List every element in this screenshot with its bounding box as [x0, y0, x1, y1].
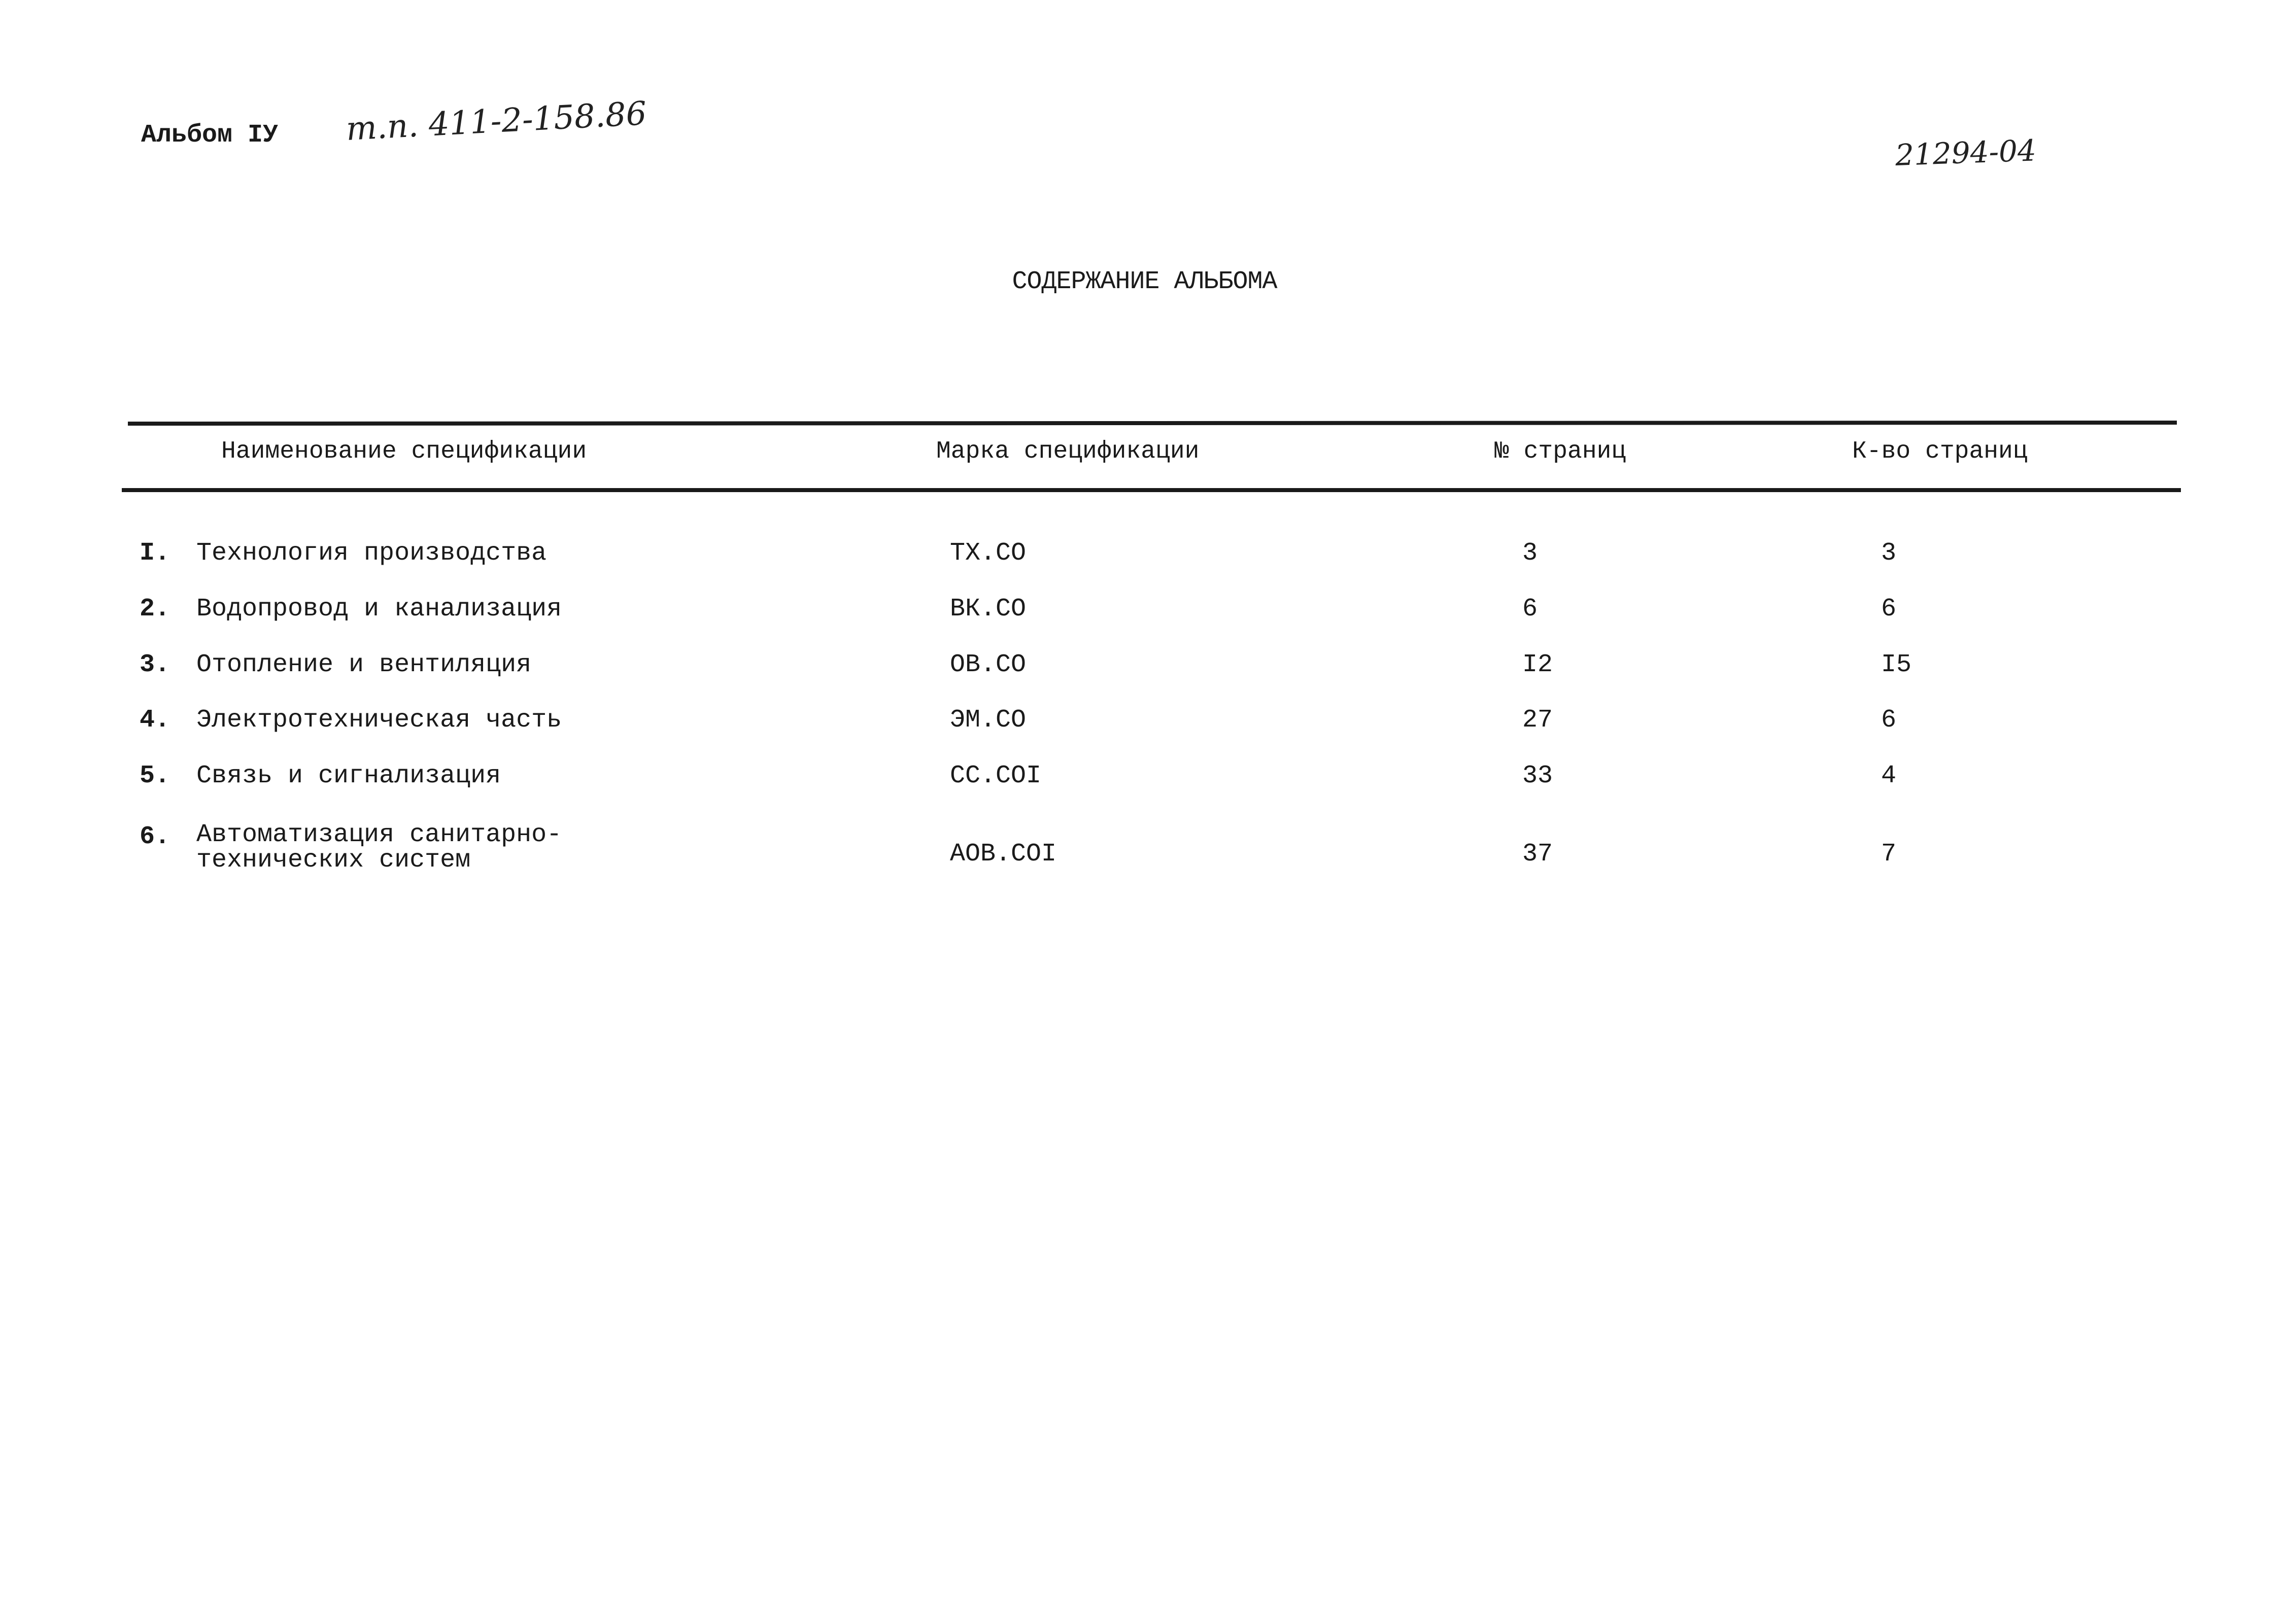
- row-mark: ТХ.СО: [950, 539, 1027, 568]
- row-name: Электротехническая часть: [196, 706, 562, 735]
- table-header-rule: [122, 488, 2181, 492]
- row-count: I5: [1881, 650, 1912, 679]
- table-row: [0, 820, 2289, 880]
- table-row: [0, 650, 2289, 691]
- row-page: 33: [1522, 762, 1553, 790]
- row-number: 6.: [140, 822, 170, 851]
- row-mark: ВК.СО: [950, 595, 1027, 624]
- row-count: 7: [1881, 840, 1897, 869]
- row-number: 3.: [140, 650, 170, 679]
- row-page: I2: [1522, 650, 1553, 679]
- column-header-page-count: К-во страниц: [1852, 438, 2028, 465]
- table-row: [0, 539, 2289, 579]
- row-mark: СС.СОI: [950, 762, 1042, 790]
- row-page: 37: [1522, 840, 1553, 869]
- row-mark: ОВ.СО: [950, 650, 1027, 679]
- table-top-rule: [128, 421, 2177, 426]
- table-row: [0, 706, 2289, 746]
- row-name: Водопровод и канализация: [196, 595, 562, 624]
- row-name: Связь и сигнализация: [196, 762, 501, 790]
- column-header-mark: Марка спецификации: [936, 438, 1200, 465]
- row-number: 4.: [140, 706, 170, 735]
- table-row: [0, 595, 2289, 635]
- row-count: 3: [1881, 539, 1897, 568]
- row-name: Автоматизация санитарно- технических систем: [196, 820, 562, 875]
- row-page: 3: [1522, 539, 1538, 568]
- row-number: I.: [140, 539, 170, 568]
- column-header-page-number: № страниц: [1494, 438, 1626, 465]
- row-mark: АОВ.СОI: [950, 840, 1057, 869]
- row-page: 6: [1522, 595, 1538, 624]
- table-row: [0, 762, 2289, 802]
- row-count: 4: [1881, 762, 1897, 790]
- row-number: 2.: [140, 595, 170, 624]
- project-code: т.п. 411-2-158.86: [345, 95, 648, 148]
- row-mark: ЭМ.СО: [950, 706, 1027, 735]
- row-name: Отопление и вентиляция: [196, 650, 532, 679]
- row-page: 27: [1522, 706, 1553, 735]
- column-header-name: Наименование спецификации: [221, 438, 587, 465]
- inventory-number: 21294-04: [1894, 133, 2037, 172]
- album-label: Альбом IУ: [141, 121, 279, 150]
- row-count: 6: [1881, 706, 1897, 735]
- row-count: 6: [1881, 595, 1897, 624]
- row-number: 5.: [140, 762, 170, 790]
- row-name: Технология производства: [196, 539, 547, 568]
- page-title: СОДЕРЖАНИЕ АЛЬБОМА: [1012, 267, 1277, 296]
